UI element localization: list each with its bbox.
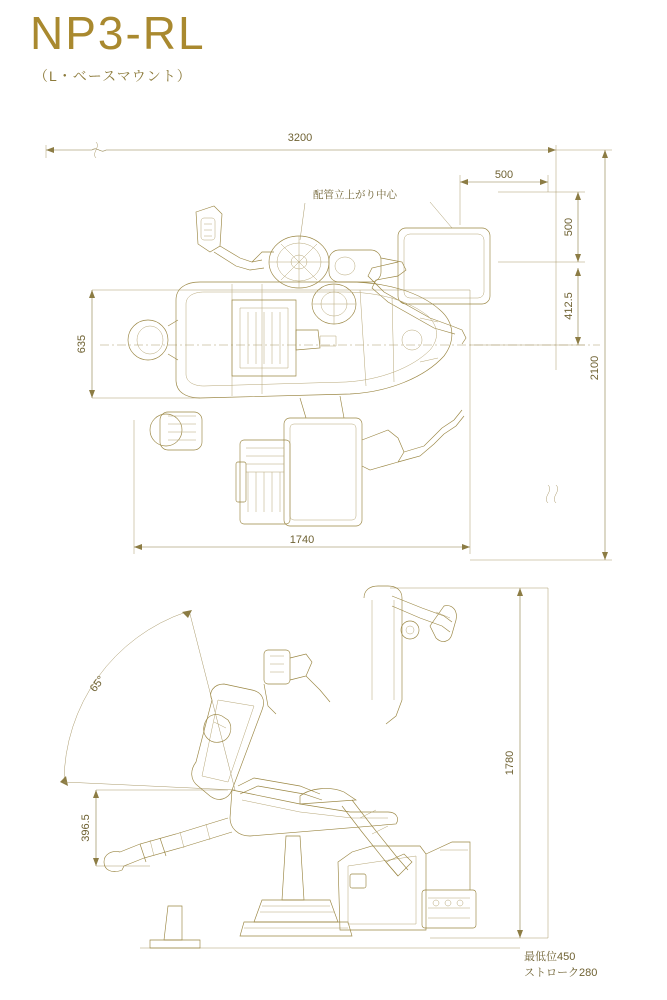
side-view-machine (104, 586, 476, 948)
dim-chair-length: 1740 (289, 534, 315, 546)
top-view-machine (128, 206, 490, 526)
dim-overall-height: 1780 (504, 750, 516, 776)
dim-chair-width: 635 (76, 334, 88, 354)
note-min-height: 最低位450 (524, 951, 576, 963)
dim-recline-angle: 65° (87, 673, 108, 695)
dim-offset-412: 412.5 (563, 292, 575, 320)
pipe-center-annotation (300, 188, 452, 240)
note-stroke: ストローク280 (524, 967, 598, 979)
page-title: NP3-RL (30, 7, 206, 59)
page-subtitle: （L・ベースマウント） (34, 68, 192, 84)
dim-seat-height: 396.5 (80, 814, 92, 842)
dim-box-height: 500 (563, 217, 575, 237)
dim-overall-depth: 2100 (589, 355, 601, 381)
footer-notes (524, 950, 597, 979)
dim-overall-width: 3200 (287, 132, 313, 144)
note-pipe-center: 配管立上がり中心 (313, 189, 397, 201)
dim-box-width: 500 (494, 169, 514, 181)
side-view-dimension-frame (60, 588, 548, 948)
